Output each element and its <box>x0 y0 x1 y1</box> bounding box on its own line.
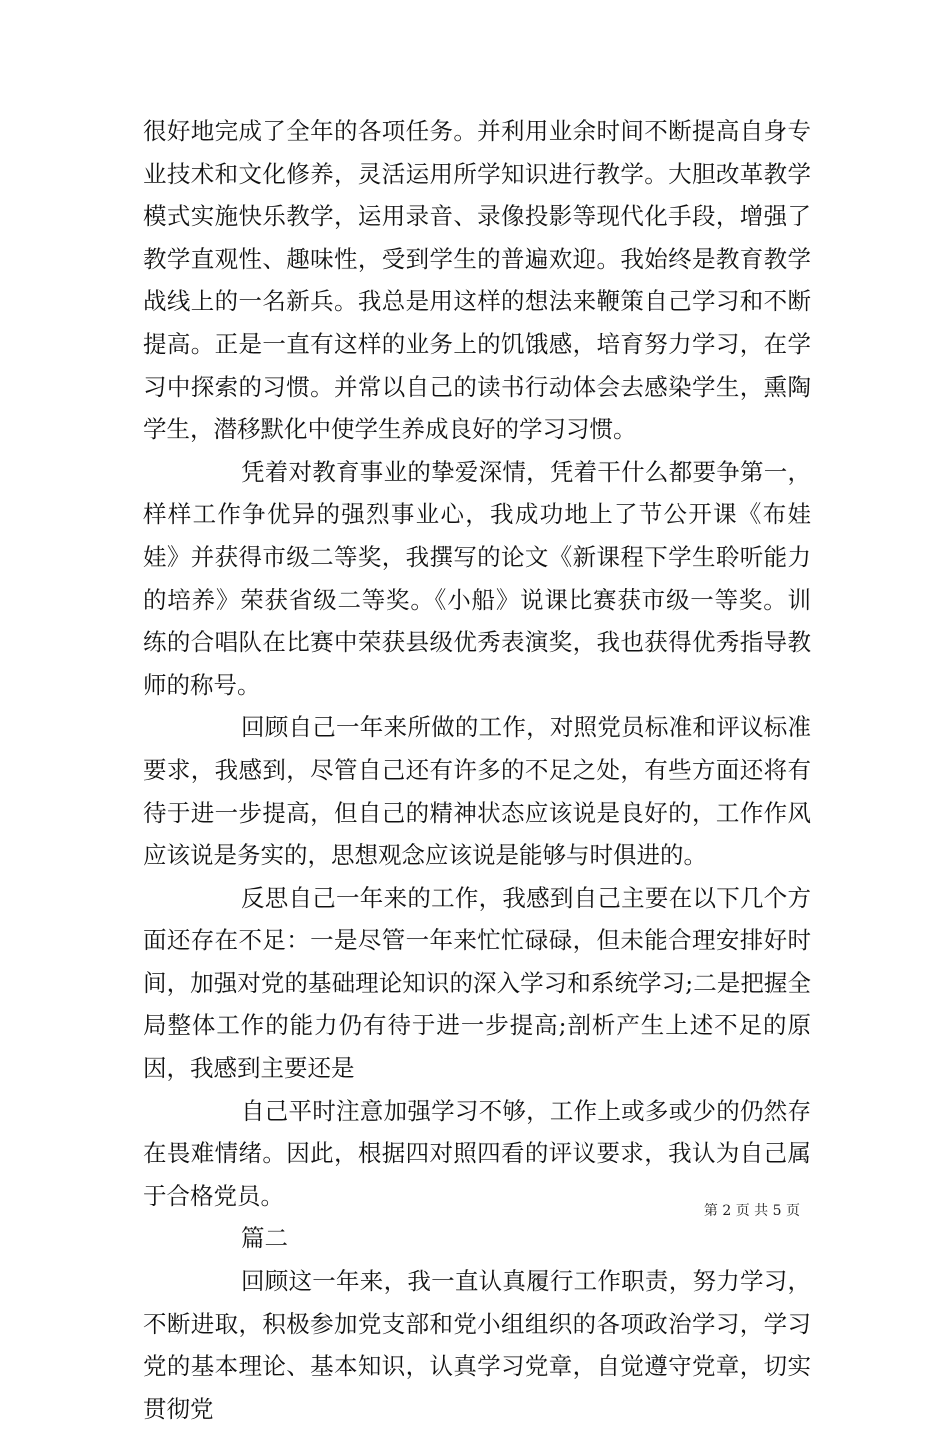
page-number: 第 2 页 共 5 页 <box>703 1203 800 1219</box>
paragraph-2: 凭着对教育事业的挚爱深情，凭着干什么都要争第一，样样工作争优异的强烈事业心，我成功地上了节公开课《布娃娃》并获得市级二等奖，我撰写的论文《新课程下学生聆听能力的培养》荣获省级二等奖。《小船》说课比赛获市级一等奖。训练的合唱队在比赛中荣获县级优秀表演奖，我也获得优秀指导教师的称号。 <box>143 457 811 699</box>
paragraph-4: 反思自己一年来的工作，我感到自己主要在以下几个方面还存在不足：一是尽管一年来忙忙碌碌，但未能合理安排好时间，加强对党的基础理论知识的深入学习和系统学习;二是把握全局整体工作的能力仍有待于进一步提高;剖析产生上述不足的原因，我感到主要还是 <box>143 883 811 1083</box>
paragraph-6: 回顾这一年来，我一直认真履行工作职责，努力学习，不断进取，积极参加党支部和党小组组织的各项政治学习，学习党的基本理论、基本知识，认真学习党章，自觉遵守党章，切实贯彻党 <box>143 1267 811 1423</box>
section-heading: 篇二 <box>241 1224 288 1253</box>
paragraph-5: 自己平时注意加强学习不够，工作上或多或少的仍然存在畏难情绪。因此，根据四对照四看的评议要求，我认为自己属于合格党员。 <box>143 1096 811 1210</box>
paragraph-1: 很好地完成了全年的各项任务。并利用业余时间不断提高自身专业技术和文化修养，灵活运用所学知识进行教学。大胆改革教学模式实施快乐教学，运用录音、录像投影等现代化手段，增强了教学直观性、趣味性，受到学生的普遍欢迎。我始终是教育教学战线上的一名新兵。我总是用这样的想法来鞭策自己学习和不断提高。正是一直有这样的业务上的饥饿感，培育努力学习，在学习中探索的习惯。并常以自己的读书行动体会去感染学生，熏陶学生，潜移默化中使学生养成良好的学习习惯。 <box>143 117 811 444</box>
paragraph-3: 回顾自己一年来所做的工作，对照党员标准和评议标准要求，我感到，尽管自己还有许多的不足之处，有些方面还将有待于进一步提高，但自己的精神状态应该说是良好的，工作作风应该说是务实的，思想观念应该说是能够与时俱进的。 <box>143 713 811 870</box>
document-body <box>143 110 811 1430</box>
